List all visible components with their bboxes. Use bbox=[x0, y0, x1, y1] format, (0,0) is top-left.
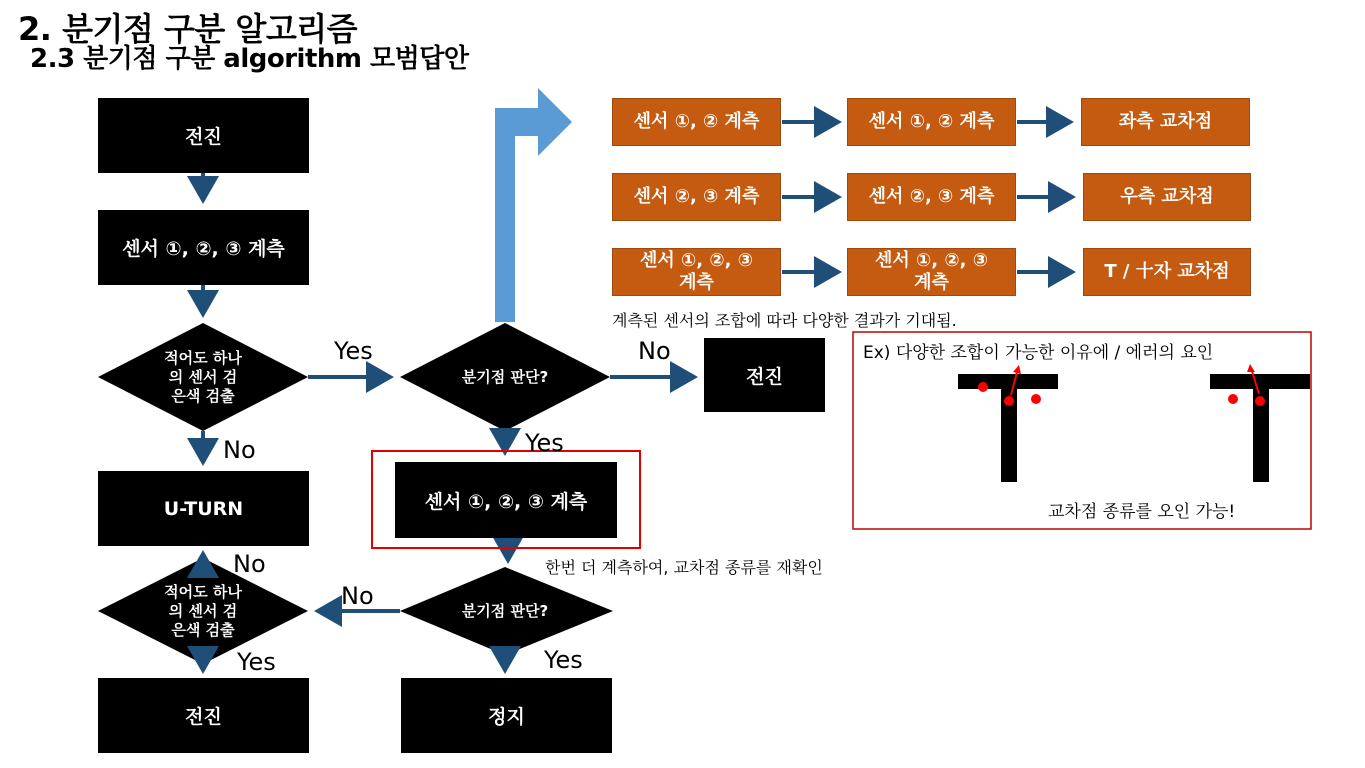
combo-row1-result: 좌측 교차점 bbox=[1081, 98, 1250, 146]
label-no-d2: No bbox=[638, 337, 671, 365]
combo-row3-second: 센서 ①, ②, ③ 계측 bbox=[847, 248, 1016, 296]
page-title: 2. 분기점 구분 알고리즘 bbox=[18, 10, 358, 48]
big-arrow bbox=[495, 88, 572, 322]
final-forward-box: 전진 bbox=[98, 678, 309, 753]
remeasure-box: 센서 ①, ②, ③ 계측 bbox=[395, 462, 617, 538]
label-no-d4: No bbox=[341, 582, 374, 610]
uturn-box: U-TURN bbox=[98, 471, 309, 546]
combo-row2-second: 센서 ②, ③ 계측 bbox=[847, 173, 1016, 221]
forward-right-box: 전진 bbox=[704, 338, 825, 412]
stop-box: 정지 bbox=[401, 678, 612, 753]
start-forward-box: 전진 bbox=[98, 98, 309, 173]
example-t-right bbox=[1210, 364, 1310, 482]
combo-row1-first: 센서 ①, ② 계측 bbox=[612, 98, 781, 146]
combo-row3-first: 센서 ①, ②, ③ 계측 bbox=[612, 248, 781, 296]
combo-row2-first: 센서 ②, ③ 계측 bbox=[612, 173, 781, 221]
decision4-text: 분기점 판단? bbox=[461, 601, 549, 620]
example-title: Ex) 다양한 조합이 가능한 이유에 / 에러의 요인 bbox=[863, 343, 1214, 363]
label-yes-d2: Yes bbox=[525, 429, 564, 457]
decision3-text: 적어도 하나 의 센서 검 은색 검출 bbox=[164, 582, 242, 639]
label-no-uturn: No bbox=[233, 550, 266, 578]
label-no-d1: No bbox=[223, 436, 256, 464]
combo-row3-result: T / 十자 교차점 bbox=[1083, 248, 1251, 296]
page-subtitle: 2.3 분기점 구분 algorithm 모범답안 bbox=[30, 44, 469, 74]
label-yes-d4: Yes bbox=[544, 646, 583, 674]
example-caption: 교차점 종류를 오인 가능! bbox=[1048, 502, 1236, 522]
decision2-text: 분기점 판단? bbox=[461, 367, 549, 386]
label-yes-d3: Yes bbox=[237, 648, 276, 676]
combo-result-note: 계측된 센서의 조합에 따라 다양한 결과가 기대됨. bbox=[612, 311, 957, 330]
combo-row1-second: 센서 ①, ② 계측 bbox=[847, 98, 1016, 146]
measure-box: 센서 ①, ②, ③ 계측 bbox=[98, 210, 309, 285]
decision1-text: 적어도 하나 의 센서 검 은색 검출 bbox=[164, 348, 242, 405]
example-t-left bbox=[958, 365, 1058, 482]
remeasure-note: 한번 더 계측하여, 교차점 종류를 재확인 bbox=[545, 558, 823, 577]
combo-row2-result: 우측 교차점 bbox=[1083, 173, 1251, 221]
label-yes-d1: Yes bbox=[334, 337, 373, 365]
